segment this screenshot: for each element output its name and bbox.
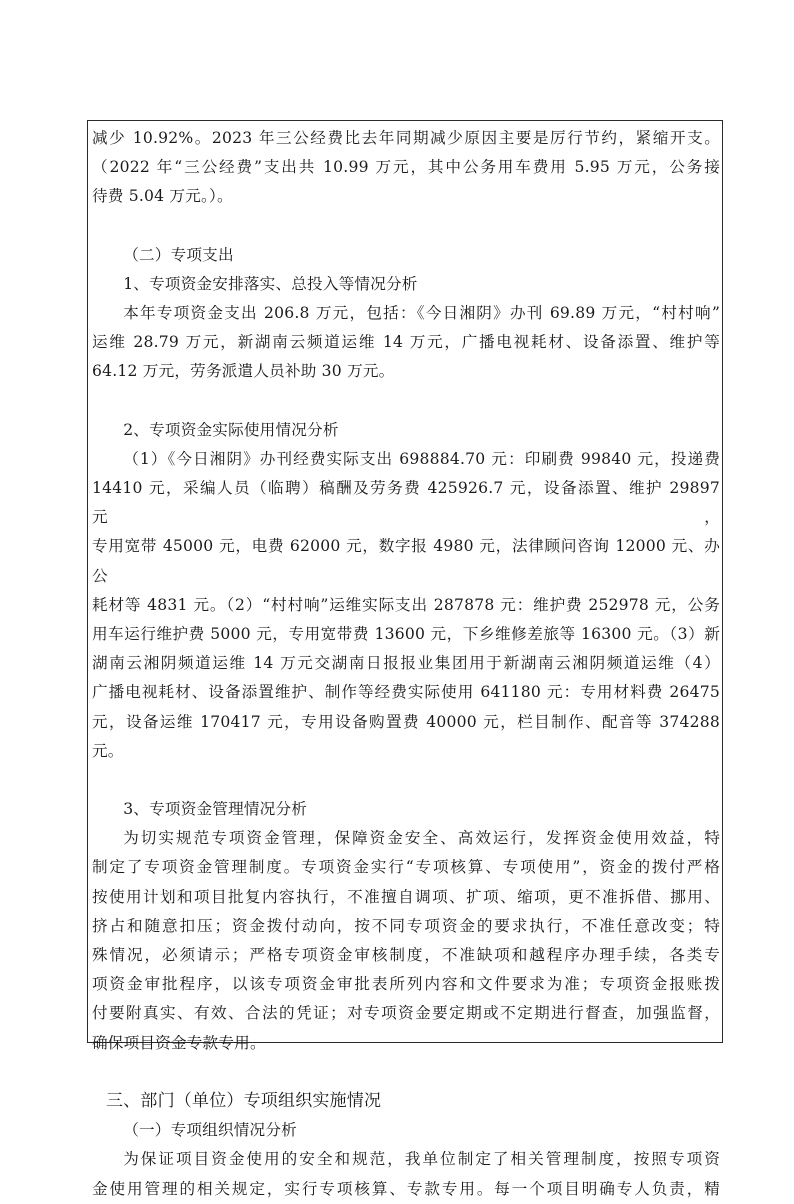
text-line: （2022 年“三公经费”支出共 10.99 万元，其中公务用车费用 5.95 万元，公务接 [92, 158, 720, 177]
section-title: （二）专项支出 [123, 245, 234, 264]
subsection-title: 3、专项资金管理情况分析 [123, 800, 308, 819]
text-line: 项资金审批程序，以该专项资金审批表所列内容和文件要求为准；专项资金报账拨 [92, 975, 720, 994]
subsection-title: 1、专项资金安排落实、总投入等情况分析 [123, 274, 418, 293]
text-line: 广播电视耗材、设备添置维护、制作等经费实际使用 641180 元：专用材料费 26475 [92, 683, 720, 702]
text-line: 64.12 万元，劳务派遣人员补助 30 万元。 [92, 362, 395, 381]
text-line: 确保项目资金专款专用。 [92, 1033, 266, 1052]
text-line: 金使用管理的相关规定，实行专项核算、专款专用。每一个项目明确专人负责，精 [92, 1179, 720, 1198]
text-line: 挤占和随意扣压；资金拨付动向，按不同专项资金的要求执行，不准任意改变；特 [92, 916, 720, 935]
text-line: 湖南云湘阴频道运维 14 万元交湖南日报报业集团用于新湖南云湘阴频道运维（4） [92, 654, 720, 673]
text-line: 14410 元，采编人员（临聘）稿酬及劳务费 425926.7 元，设备添置、维护 29897 元， [92, 479, 720, 527]
text-line: （1）《今日湘阴》办刊经费实际支出 698884.70 元：印刷费 99840 元，投递费 [123, 449, 720, 468]
text-line: 专用宽带 45000 元，电费 62000 元，数字报 4980 元，法律顾问咨询 12000 元、办公 [92, 537, 720, 585]
subsection-title: 2、专项资金实际使用情况分析 [123, 420, 339, 439]
document-body [92, 124, 720, 1204]
text-line: 元，设备运维 170417 元，专用设备购置费 40000 元，栏目制作、配音等 374288 元。 [92, 712, 720, 760]
chapter-heading: 三、部门（单位）专项组织实施情况 [106, 1090, 382, 1111]
text-line: 本年专项资金支出 206.8 万元，包括：《今日湘阴》办刊 69.89 万元，“村村响” [123, 304, 720, 323]
text-line: 运维 28.79 万元，新湖南云频道运维 14 万元，广播电视耗材、设备添置、维护等 [92, 333, 720, 352]
text-line: 为切实规范专项资金管理，保障资金安全、高效运行，发挥资金使用效益，特 [123, 829, 720, 848]
text-line: 付要附真实、有效、合法的凭证；对专项资金要定期或不定期进行督查，加强监督， [92, 1004, 720, 1023]
text-line: 制定了专项资金管理制度。专项资金实行“专项核算、专项使用”，资金的拨付严格 [92, 858, 720, 877]
text-line: 减少 10.92%。2023 年三公经费比去年同期减少原因主要是厉行节约，紧缩开支。 [92, 129, 720, 147]
text-line: 为保证项目资金使用的安全和规范，我单位制定了相关管理制度，按照专项资 [123, 1150, 720, 1169]
text-line: 殊情况，必须请示；严格专项资金审核制度，不准缺项和越程序办理手续，各类专 [92, 946, 720, 965]
subsection-title: （一）专项组织情况分析 [123, 1121, 297, 1140]
text-line: 用车运行维护费 5000 元，专用宽带费 13600 元，下乡维修差旅等 16300 元。（3）新 [92, 625, 720, 644]
text-line: 耗材等 4831 元。（2）“村村响”运维实际支出 287878 元：维护费 252978 元，公务 [92, 595, 720, 614]
text-line: 按使用计划和项目批复内容执行，不准擅自调项、扩项、缩项，更不准拆借、挪用、 [92, 887, 720, 906]
text-line: 待费 5.04 万元。）。 [92, 187, 233, 206]
